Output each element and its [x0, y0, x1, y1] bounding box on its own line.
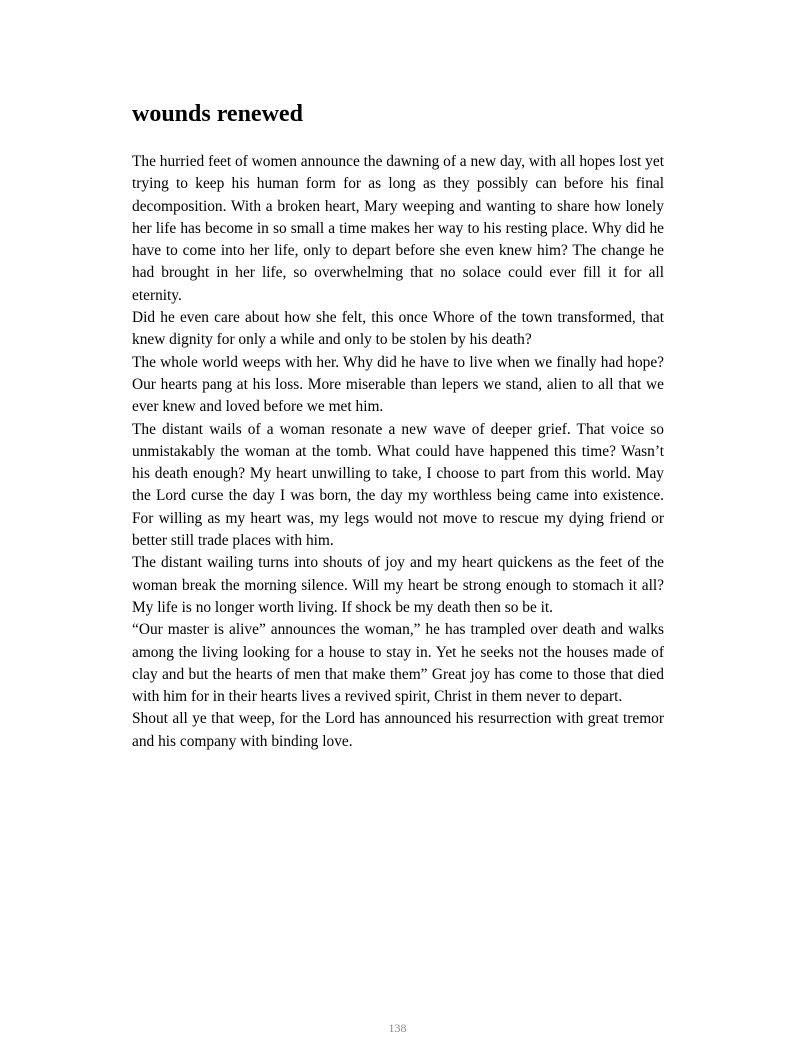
paragraph: The distant wails of a woman resonate a new wave of deeper grief. That voice so unmistakably the woman at the tomb. What could have happened this time? Wasn’t his death enough? My heart unwilling to take, I choose to part from this world. May the Lord curse the day I was born, the day my worthless being came into existence. For willing as my heart was, my legs would not move to rescue my dying friend or better still trade places with him. — [132, 420, 664, 550]
chapter-body — [132, 151, 664, 753]
page-number: 138 — [388, 1021, 407, 1035]
paragraph: The hurried feet of women announce the dawning of a new day, with all hopes lost yet trying to keep his human form for as long as they possibly can before his final decomposition. With a broken heart, Mary weeping and wanting to share how lonely her life has become in so small a time makes her way to his resting place. Why did he have to come into her life, only to depart before she even knew him? The change he had brought in her life, so overwhelming that no solace could ever fill it for all eternity. — [132, 153, 664, 304]
paragraph: “Our master is alive” announces the woman,” he has trampled over death and walks among the living looking for a house to stay in. Yet he seeks not the houses made of clay and but the hearts of men that make them” Great joy has come to those that died with him for in their hearts lives a revived spirit, Christ in them never to depart. — [132, 621, 664, 706]
chapter-title: wounds renewed — [132, 101, 303, 127]
paragraph: The distant wailing turns into shouts of joy and my heart quickens as the feet of the woman break the morning silence. Will my heart be strong enough to stomach it all? My life is no longer worth living. If shock be my death then so be it. — [132, 554, 664, 616]
paragraph: Shout all ye that weep, for the Lord has announced his resurrection with great tremor and his company with binding love. — [132, 710, 664, 750]
paragraph: Did he even care about how she felt, this once Whore of the town transformed, that knew dignity for only a while and only to be stolen by his death? — [132, 309, 664, 349]
paragraph: The whole world weeps with her. Why did he have to live when we finally had hope? Our hearts pang at his loss. More miserable than lepers we stand, alien to all that we ever knew and loved before we met him. — [132, 353, 664, 416]
